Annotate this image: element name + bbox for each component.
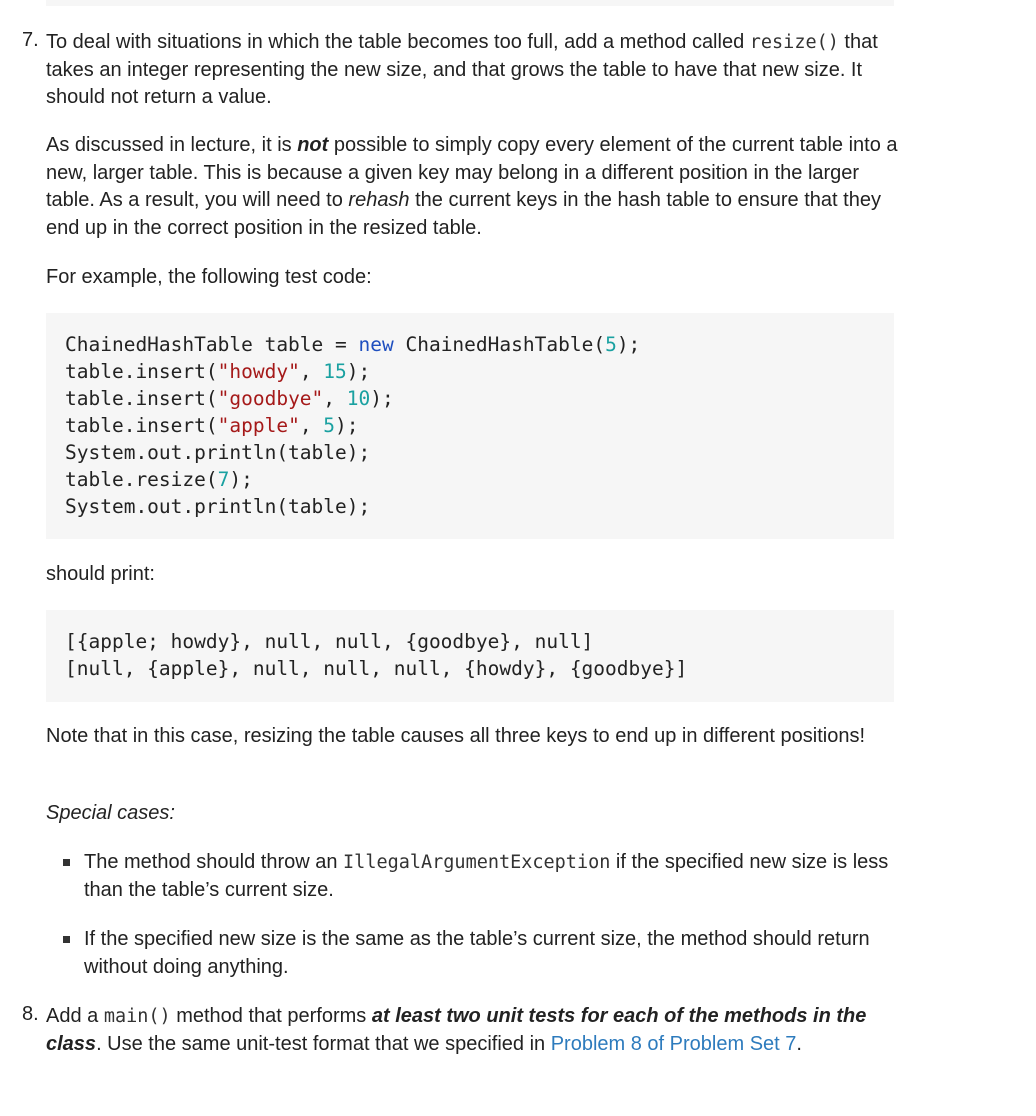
code-line: table.insert("apple", 5); — [65, 414, 359, 437]
code-line: table.insert("howdy", 15); — [65, 360, 371, 383]
output-line: [null, {apple}, null, null, null, {howdy}, {goodbye}] — [65, 657, 688, 680]
should-print-label: should print: — [46, 563, 155, 585]
output-line: [{apple; howdy}, null, null, {goodbye}, null] — [65, 630, 594, 653]
item7-intro: To deal with situations in which the table becomes too full, add a method called resize() that takes an integer representing the new size, and that grows the table to have that new size. It should not return a value. — [46, 31, 878, 108]
code-block-test — [46, 313, 894, 539]
bullet-item: If the specified new size is the same as the table’s current size, the method should return without doing anything. — [63, 926, 893, 981]
item7-paragraph-2: As discussed in lecture, it is not possible to simply copy every element of the current table into a new, larger table. This is because a given key may belong in a different position in the larger table. As a result, you will need to rehash the current keys in the hash table to ensure that they end up in the correct position in the resized table. — [46, 134, 898, 239]
example-intro: For example, the following test code: — [46, 266, 372, 288]
bullet-square-icon — [63, 859, 70, 866]
item-number: 7. — [22, 29, 39, 51]
code-line: System.out.println(table); — [65, 495, 371, 518]
code-block-output — [46, 610, 894, 702]
item-number: 8. — [22, 1003, 39, 1025]
code-line: table.insert("goodbye", 10); — [65, 387, 394, 410]
resize-method-name: resize() — [749, 32, 839, 53]
code-line: table.resize(7); — [65, 468, 253, 491]
note-paragraph: Note that in this case, resizing the table causes all three keys to end up in different positions! — [46, 725, 865, 747]
main-method-name: main() — [103, 1006, 171, 1027]
bullet-square-icon — [63, 936, 70, 943]
special-cases-label: Special cases: — [46, 802, 175, 824]
code-line: ChainedHashTable table = new ChainedHashTable(5); — [65, 333, 641, 356]
code-line: System.out.println(table); — [65, 441, 371, 464]
previous-code-block-edge — [46, 0, 894, 6]
exception-name: IllegalArgumentException — [343, 852, 611, 873]
list-item-8: 8. Add a main() method that performs at least two unit tests for each of the methods in the class. Use the same unit-test format that we specified in Problem 8 of Problem Set 7. — [22, 1003, 867, 1055]
problem-set-link[interactable]: Problem 8 of Problem Set 7 — [550, 1032, 797, 1055]
bullet-item: The method should throw an IllegalArgumentException if the specified new size is less than the table’s current size. — [63, 849, 893, 904]
list-item-7 — [22, 29, 902, 112]
